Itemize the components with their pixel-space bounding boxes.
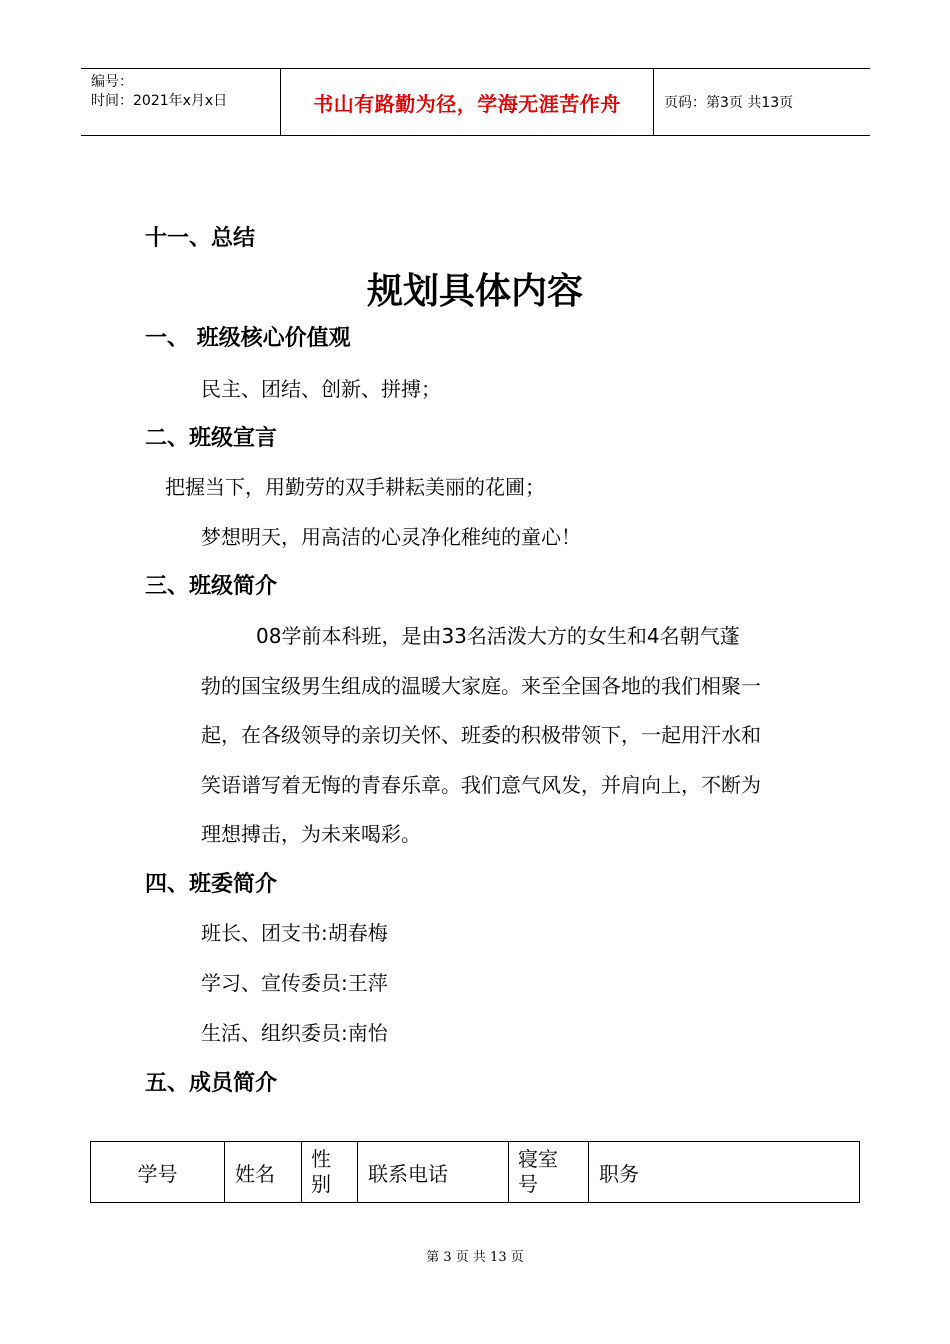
summary-heading: 十一、总结 [145,226,256,251]
committee-member: 生活、组织委员:南怡 [201,1021,388,1045]
page-footer: 第 3 页 共 13 页 [426,1250,524,1265]
page-header [81,68,870,136]
committee-member: 学习、宣传委员:王萍 [201,971,388,995]
intro-paragraph-line: 理想搏击，为未来喝彩。 [201,822,421,846]
declaration-line: 梦想明天，用高洁的心灵净化稚纯的童心！ [201,525,581,549]
intro-paragraph-line: 笑语谱写着无悔的青春乐章。我们意气风发，并肩向上，不断为 [201,773,761,797]
col-dorm: 寝室 号 [509,1142,589,1202]
col-gender: 性 别 [302,1142,358,1202]
header-number: 编号： [91,74,133,90]
header-meta [81,69,281,135]
intro-paragraph-line: 08学前本科班，是由33名活泼大方的女生和4名朝气蓬 [256,624,740,648]
declaration-heading: 二、班级宣言 [145,426,278,451]
values-heading: 一、 班级核心价值观 [145,326,351,351]
committee-heading: 四、班委简介 [145,872,278,897]
committee-member: 班长、团支书:胡春梅 [201,921,388,945]
col-name: 姓名 [225,1142,302,1202]
header-page-info: 页码：第3页 共13页 [664,95,794,111]
header-time: 时间：2021年x月x日 [91,93,228,109]
intro-paragraph-line: 勃的国宝级男生组成的温暖大家庭。来至全国各地的我们相聚一 [201,674,761,698]
col-student-id: 学号 [91,1142,225,1202]
col-position: 职务 [599,1161,639,1186]
declaration-line: 把握当下，用勤劳的双手耕耘美丽的花圃； [165,475,545,499]
col-phone: 联系电话 [358,1142,509,1202]
document-title: 规划具体内容 [366,271,583,312]
member-table-header [90,1141,860,1203]
values-text: 民主、团结、创新、拼搏； [201,377,441,401]
header-motto: 书山有路勤为径，学海无涯苦作舟 [281,69,654,135]
intro-heading: 三、班级简介 [145,574,278,599]
members-heading: 五、成员简介 [145,1071,278,1096]
intro-paragraph-line: 起，在各级领导的亲切关怀、班委的积极带领下，一起用汗水和 [201,723,761,747]
